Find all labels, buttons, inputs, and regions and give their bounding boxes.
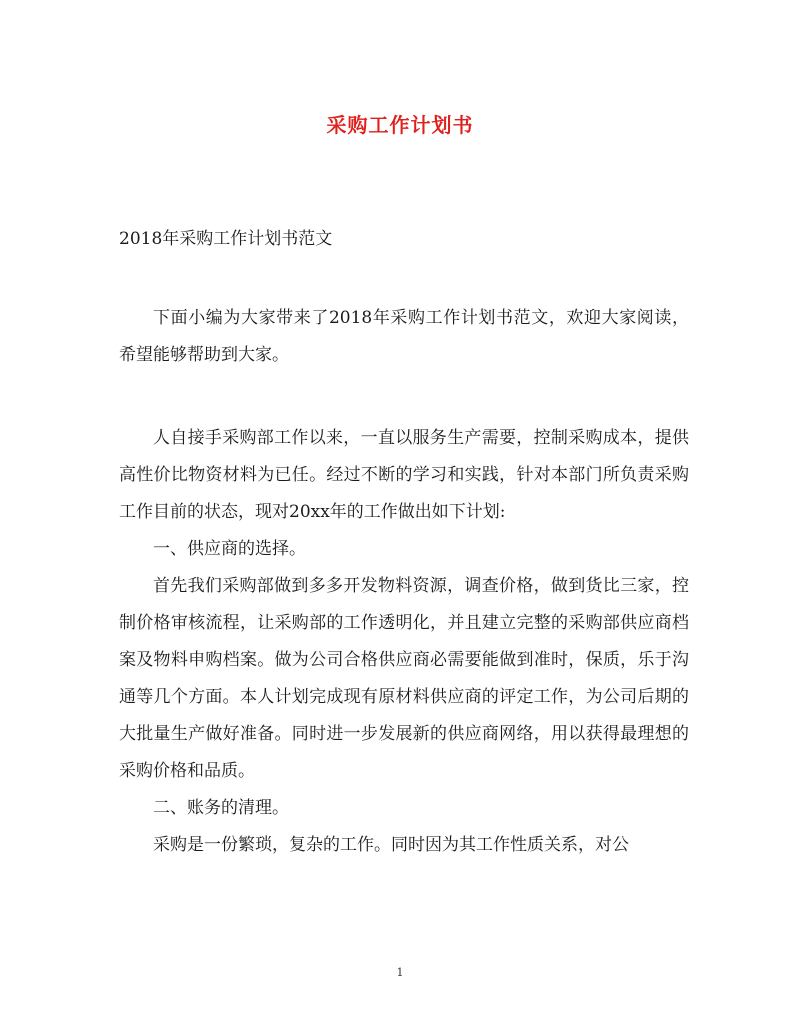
body-paragraph: 人自接手采购部工作以来，一直以服务生产需要，控制采购成本，提供高性价比物资材料为已任。经过不断的学习和实践，针对本部门所负责采购工作目前的状态，现对20xx年的工作做出如下计划: (119, 428, 689, 522)
section-heading-supplier-selection: 一、供应商的选择。 (153, 539, 306, 559)
body-paragraph: 首先我们采购部做到多多开发物料资源，调查价格，做到货比三家，控制价格审核流程，让采购部的工作透明化，并且建立完整的采购部供应商档案及物料申购档案。做为公司合格供应商必需要能做到准时，保质，乐于沟通等几个方面。本人计划完成现有原材料供应商的评定工作，为公司后期的大批量生产做好准备。同时进一步发展新的供应商网络，用以获得最理想的采购价格和品质。 (119, 576, 689, 781)
document-subtitle: 2018年采购工作计划书范文 (119, 229, 333, 249)
intro-section (119, 300, 689, 374)
body-paragraph: 采购是一份繁琐，复杂的工作。同时因为其工作性质关系，对公 (153, 835, 629, 855)
intro-paragraph: 下面小编为大家带来了2018年采购工作计划书范文，欢迎大家阅读，希望能够帮助到大家。 (119, 308, 689, 365)
page-number: 1 (396, 966, 404, 979)
section-heading-account-cleanup: 二、账务的清理。 (153, 798, 289, 818)
document-title: 采购工作计划书 (326, 113, 474, 137)
main-body (119, 420, 689, 864)
